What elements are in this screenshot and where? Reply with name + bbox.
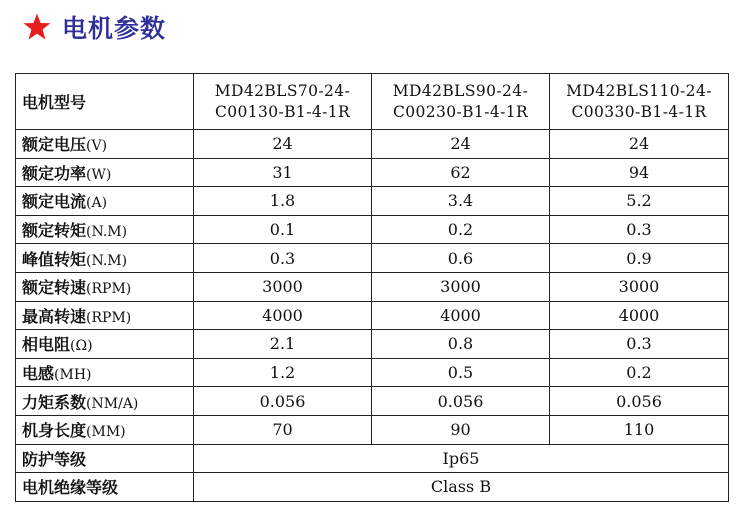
spec-unit: (V) xyxy=(86,138,108,155)
spec-label xyxy=(16,130,194,159)
model-line1: MD42BLS110-24- xyxy=(566,81,712,100)
spec-label xyxy=(16,330,194,359)
spec-row xyxy=(16,415,729,444)
spec-label-text: 额定转速 xyxy=(22,278,87,298)
motor-spec-table xyxy=(15,73,729,502)
spec-label-text: 额定电压 xyxy=(22,135,87,155)
spec-value: 4000 xyxy=(194,301,372,330)
spec-value: 31 xyxy=(194,158,372,187)
spec-label-text: 额定电流 xyxy=(22,192,87,212)
insulation-label: 电机绝缘等级 xyxy=(16,473,194,502)
spec-label xyxy=(16,187,194,216)
spec-value: 4000 xyxy=(550,301,729,330)
page-title: 电机参数 xyxy=(62,14,167,43)
spec-unit: (RPM) xyxy=(86,281,132,298)
spec-label-text: 机身长度 xyxy=(22,421,87,441)
spec-value: 24 xyxy=(550,130,729,159)
spec-unit: (Ω) xyxy=(70,338,93,355)
protection-value: Ip65 xyxy=(194,444,729,473)
spec-value: 0.056 xyxy=(550,387,729,416)
spec-label-text: 电感 xyxy=(22,364,55,384)
spec-unit: (MM) xyxy=(86,424,126,441)
spec-value: 0.1 xyxy=(194,215,372,244)
model-line2: C00330-B1-4-1R xyxy=(571,102,707,121)
spec-value: 0.5 xyxy=(372,358,550,387)
spec-row xyxy=(16,215,729,244)
spec-unit: (MH) xyxy=(54,367,92,384)
spec-row xyxy=(16,387,729,416)
model-cell xyxy=(194,74,372,130)
spec-label-text: 额定功率 xyxy=(22,163,87,183)
spec-value: 0.9 xyxy=(550,244,729,273)
spec-value: 0.3 xyxy=(550,330,729,359)
spec-unit: (N.M) xyxy=(86,224,128,241)
spec-value: 0.3 xyxy=(194,244,372,273)
spec-value: 0.056 xyxy=(372,387,550,416)
spec-value: 0.6 xyxy=(372,244,550,273)
spec-label xyxy=(16,387,194,416)
model-cell xyxy=(550,74,729,130)
spec-value: 3000 xyxy=(372,272,550,301)
spec-label xyxy=(16,244,194,273)
spec-label-text: 力矩系数 xyxy=(22,392,87,412)
protection-label: 防护等级 xyxy=(16,444,194,473)
model-line2: C00230-B1-4-1R xyxy=(392,102,529,121)
protection-row xyxy=(16,444,729,473)
spec-label xyxy=(16,415,194,444)
spec-unit: (W) xyxy=(86,166,112,183)
spec-label xyxy=(16,158,194,187)
spec-value: 3000 xyxy=(194,272,372,301)
spec-label xyxy=(16,301,194,330)
spec-value: 0.3 xyxy=(550,215,729,244)
spec-label-text: 峰值转矩 xyxy=(22,249,87,269)
spec-row xyxy=(16,272,729,301)
spec-value: 3000 xyxy=(550,272,729,301)
spec-value: 0.2 xyxy=(372,215,550,244)
spec-label xyxy=(16,358,194,387)
spec-value: 3.4 xyxy=(372,187,550,216)
spec-value: 0.2 xyxy=(550,358,729,387)
spec-row xyxy=(16,244,729,273)
model-line1: MD42BLS90-24- xyxy=(392,81,529,100)
spec-row xyxy=(16,358,729,387)
spec-value: 1.8 xyxy=(194,187,372,216)
spec-row xyxy=(16,187,729,216)
spec-row xyxy=(16,330,729,359)
spec-label-text: 相电阻 xyxy=(22,335,71,355)
spec-value: 24 xyxy=(194,130,372,159)
spec-unit: (RPM) xyxy=(86,309,132,326)
spec-label xyxy=(16,272,194,301)
spec-value: 5.2 xyxy=(550,187,729,216)
spec-value: 24 xyxy=(372,130,550,159)
section-header xyxy=(22,8,166,46)
spec-label-text: 最高转速 xyxy=(22,306,87,326)
spec-value: 110 xyxy=(550,415,729,444)
model-line2: C00130-B1-4-1R xyxy=(214,102,351,121)
insulation-value: Class B xyxy=(194,473,729,502)
spec-row xyxy=(16,301,729,330)
spec-value: 0.056 xyxy=(194,387,372,416)
insulation-row xyxy=(16,473,729,502)
spec-row xyxy=(16,158,729,187)
spec-label xyxy=(16,215,194,244)
spec-value: 0.8 xyxy=(372,330,550,359)
spec-unit: (A) xyxy=(86,195,108,212)
model-label: 电机型号 xyxy=(16,74,194,130)
spec-unit: (N.M) xyxy=(86,252,128,269)
spec-value: 70 xyxy=(194,415,372,444)
spec-value: 1.2 xyxy=(194,358,372,387)
model-row xyxy=(16,74,729,130)
spec-unit: (NM/A) xyxy=(86,395,139,412)
model-line1: MD42BLS70-24- xyxy=(214,81,351,100)
spec-value: 94 xyxy=(550,158,729,187)
spec-value: 2.1 xyxy=(194,330,372,359)
spec-row xyxy=(16,130,729,159)
spec-value: 90 xyxy=(372,415,550,444)
spec-value: 62 xyxy=(372,158,550,187)
spec-value: 4000 xyxy=(372,301,550,330)
spec-label-text: 额定转矩 xyxy=(22,221,87,241)
star-icon xyxy=(22,12,52,42)
model-cell xyxy=(372,74,550,130)
